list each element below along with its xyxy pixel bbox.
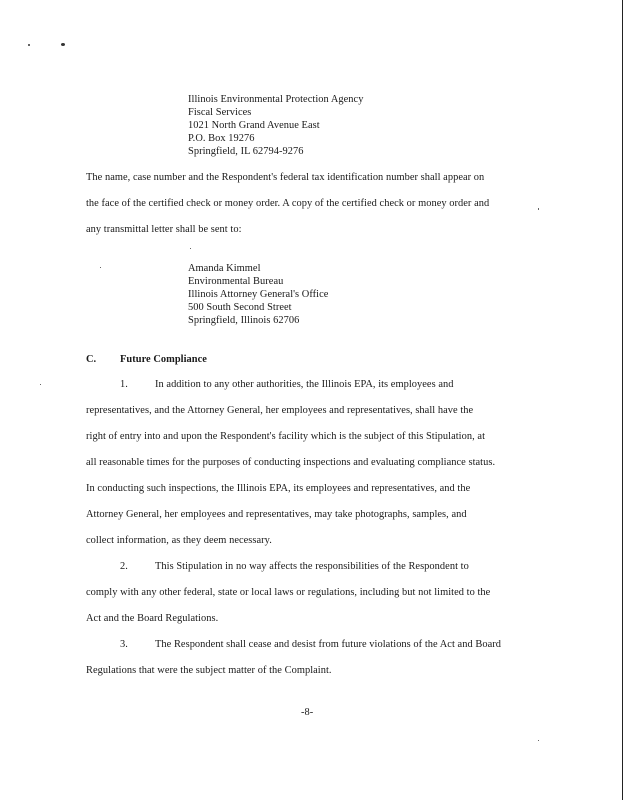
address-ag-line: Illinois Attorney General's Office <box>188 289 329 300</box>
address-epa-line: Fiscal Services <box>188 107 252 118</box>
page-number: -8- <box>301 707 314 718</box>
address-epa-line: 1021 North Grand Avenue East <box>188 120 320 131</box>
scan-speck <box>100 267 101 268</box>
address-ag-line: Amanda Kimmel <box>188 263 261 274</box>
paragraph-number: 3. <box>120 639 128 650</box>
paragraph-line: In addition to any other authorities, the Illinois EPA, its employees and <box>155 379 454 390</box>
paragraph-line: all reasonable times for the purposes of conducting inspections and evaluating compliance status. <box>86 457 496 468</box>
paragraph-number: 2. <box>120 561 128 572</box>
paragraph-line: The Respondent shall cease and desist from future violations of the Act and Board <box>155 639 501 650</box>
scan-speck <box>538 208 539 210</box>
paragraph-line: representatives, and the Attorney General, her employees and representatives, shall have the <box>86 405 474 416</box>
address-epa-line: Springfield, IL 62794-9276 <box>188 146 304 157</box>
address-epa-line: P.O. Box 19276 <box>188 133 255 144</box>
paragraph-line: Regulations that were the subject matter of the Complaint. <box>86 665 332 676</box>
payment-paragraph-line: The name, case number and the Respondent's federal tax identification number shall appear on <box>86 172 485 183</box>
payment-paragraph-line: any transmittal letter shall be sent to: <box>86 224 242 235</box>
address-ag-line: 500 South Second Street <box>188 302 292 313</box>
paragraph-line: comply with any other federal, state or local laws or regulations, including but not limited to the <box>86 587 491 598</box>
paragraph-line: right of entry into and upon the Respondent's facility which is the subject of this Stipulation, at <box>86 431 486 442</box>
section-title: Future Compliance <box>120 354 207 365</box>
address-ag-line: Environmental Bureau <box>188 276 284 287</box>
paragraph-line: In conducting such inspections, the Illinois EPA, its employees and representatives, and the <box>86 483 471 494</box>
paragraph-line: collect information, as they deem necessary. <box>86 535 272 546</box>
scan-speck <box>190 248 191 249</box>
payment-paragraph-line: the face of the certified check or money order. A copy of the certified check or money order and <box>86 198 490 209</box>
paragraph-line: Attorney General, her employees and representatives, may take photographs, samples, and <box>86 509 467 520</box>
scan-speck <box>40 384 41 385</box>
section-letter: C. <box>86 354 97 365</box>
paragraph-number: 1. <box>120 379 128 390</box>
address-ag-line: Springfield, Illinois 62706 <box>188 315 300 326</box>
address-epa-line: Illinois Environmental Protection Agency <box>188 94 364 105</box>
paragraph-line: This Stipulation in no way affects the responsibilities of the Respondent to <box>155 561 469 572</box>
paragraph-line: Act and the Board Regulations. <box>86 613 219 624</box>
scan-speck <box>61 43 65 46</box>
scan-speck <box>28 44 30 46</box>
scan-speck <box>538 740 539 741</box>
